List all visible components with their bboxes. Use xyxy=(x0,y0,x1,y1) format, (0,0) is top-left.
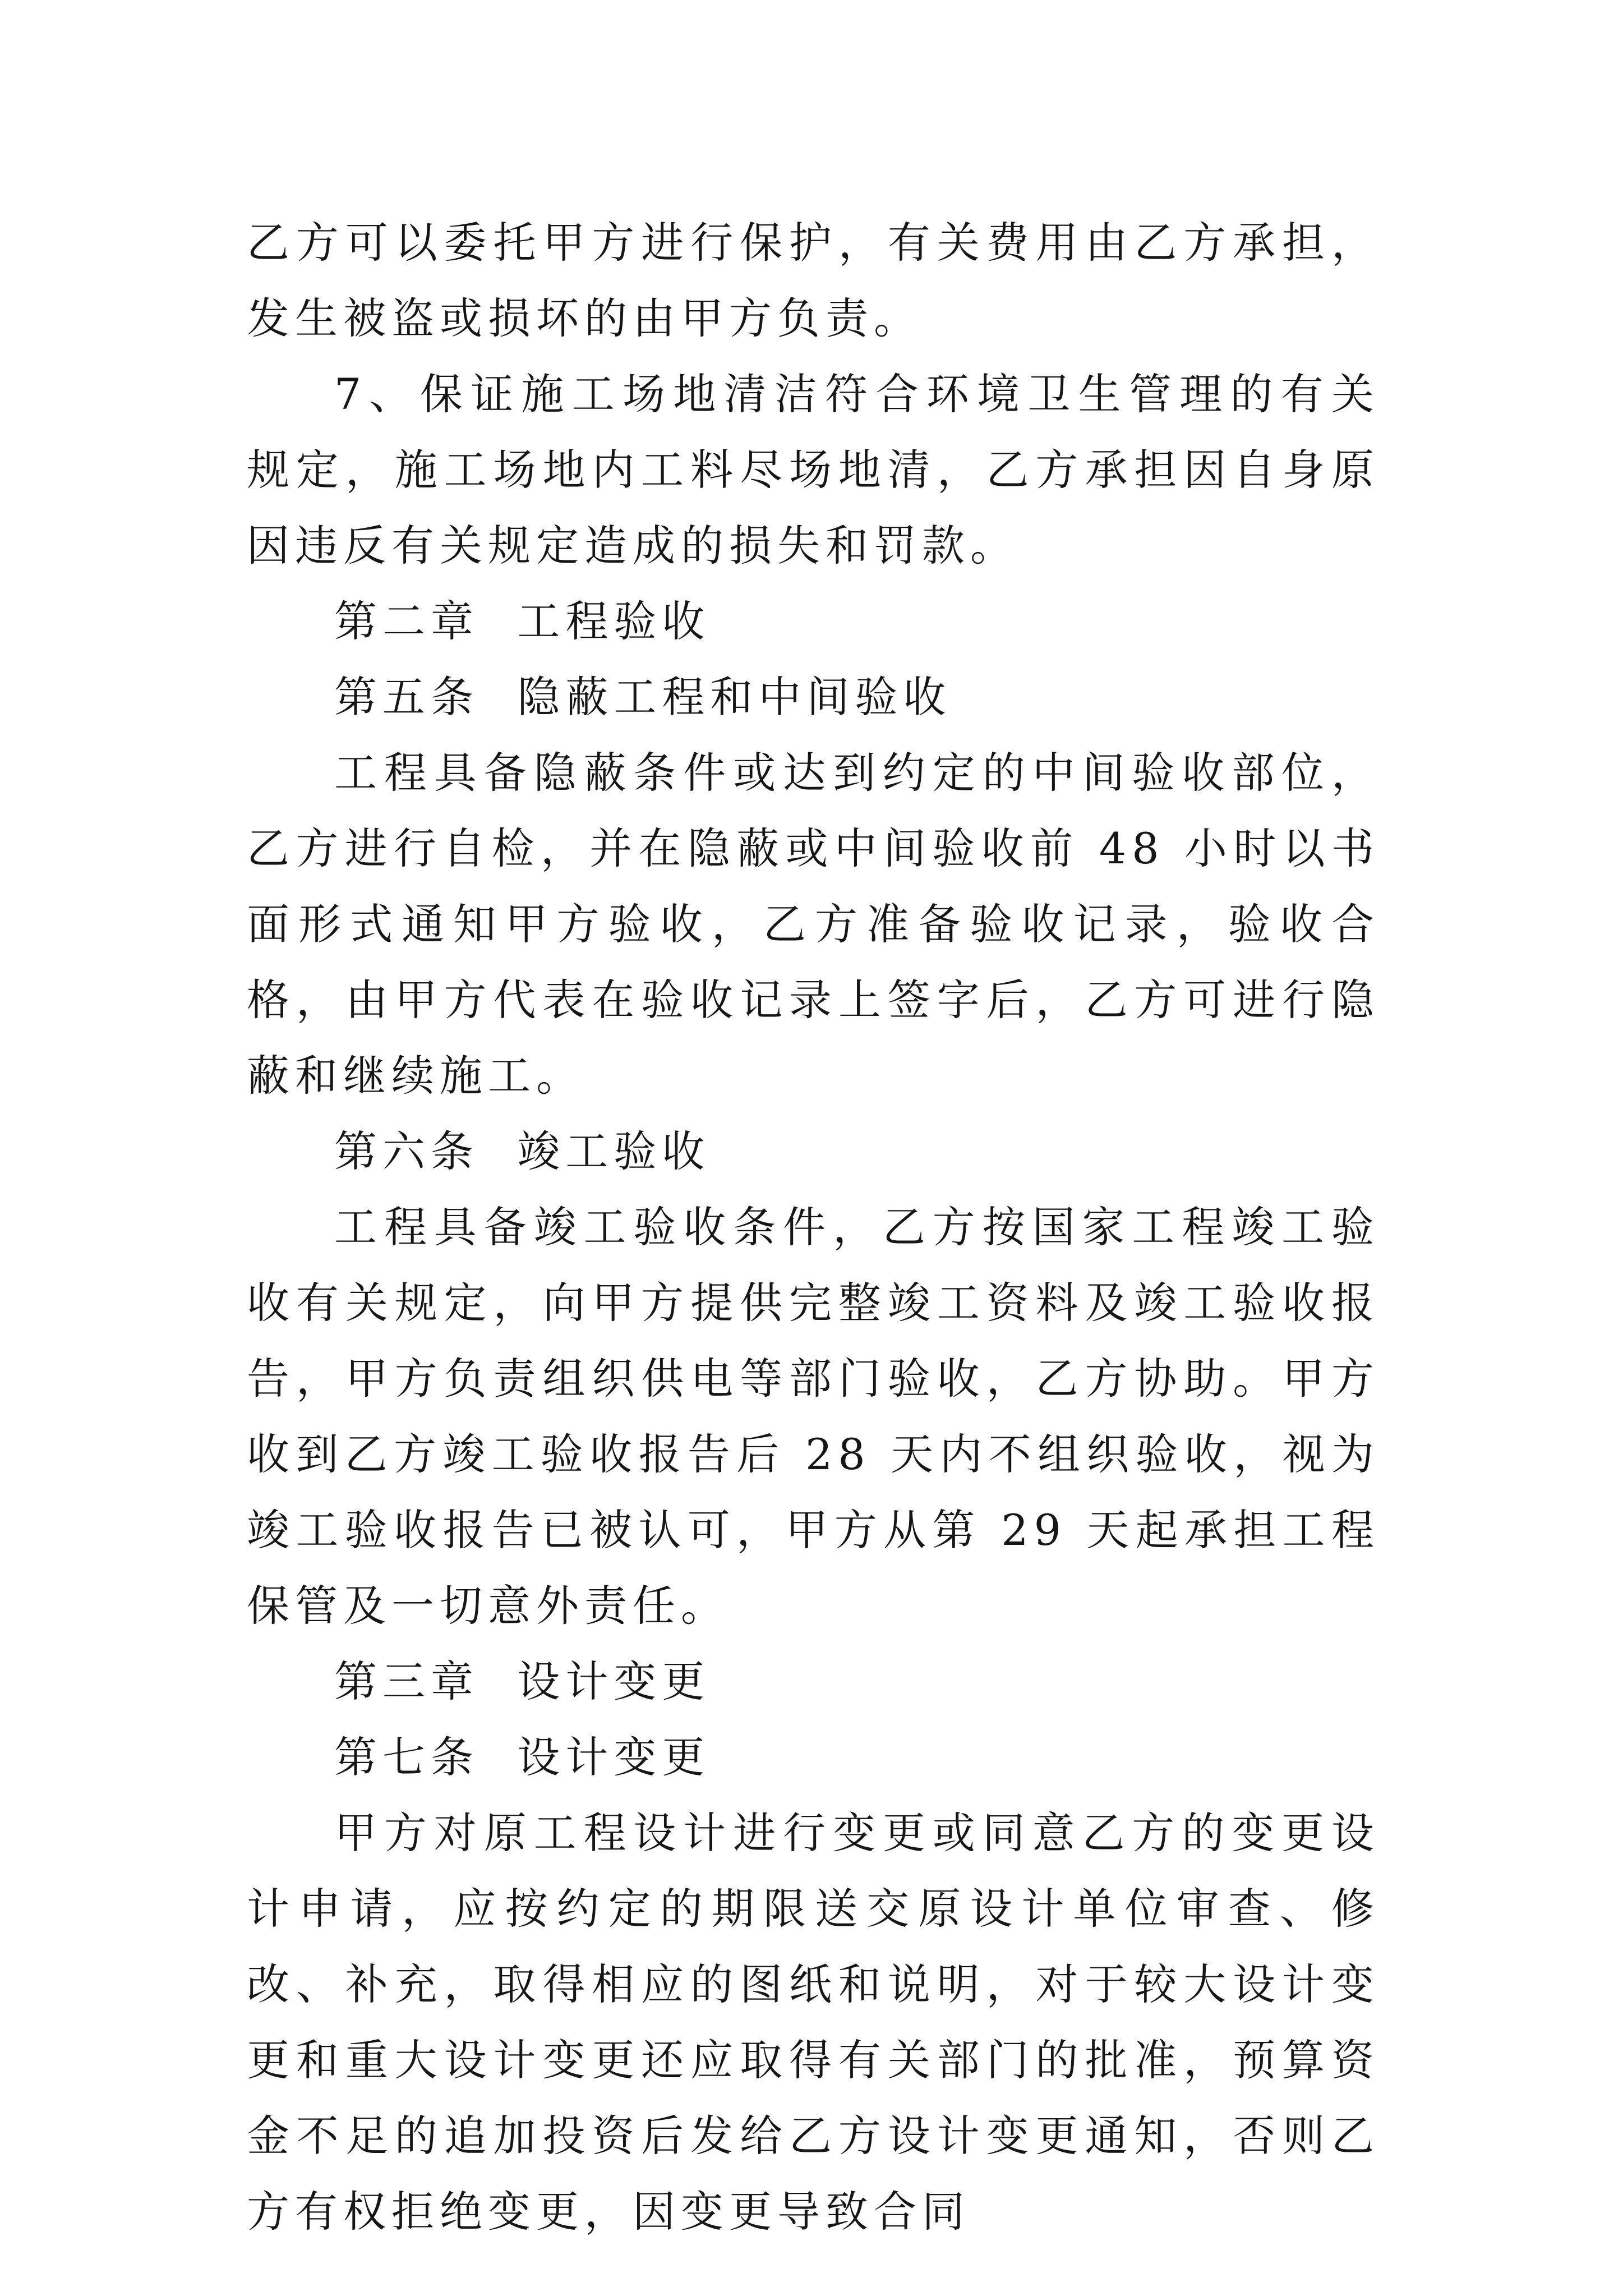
chapter-heading-3: 第三章 设计变更 xyxy=(334,1657,711,1706)
document-body xyxy=(247,205,1380,2249)
paragraph-article-5: 工程具备隐蔽条件或达到约定的中间验收部位，乙方进行自检，并在隐蔽或中间验收前 48 小时以书面形式通知甲方验收，乙方准备验收记录，验收合格，由甲方代表在验收记录上签字后，乙方可进行隐蔽和继续施工。 xyxy=(247,748,1380,1101)
chapter-heading-2: 第二章 工程验收 xyxy=(334,596,711,646)
paragraph-article-6: 工程具备竣工验收条件，乙方按国家工程竣工验收有关规定，向甲方提供完整竣工资料及竣工验收报告，甲方负责组织供电等部门验收，乙方协助。甲方收到乙方竣工验收报告后 28 天内不组织验收，视为竣工验收报告已被认可，甲方从第 29 天起承担工程保管及一切意外责任。 xyxy=(247,1202,1380,1631)
article-heading-6: 第六条 竣工验收 xyxy=(334,1126,711,1176)
paragraph-clause-7: 7、保证施工场地清洁符合环境卫生管理的有关规定，施工场地内工料尽场地清，乙方承担因自身原因违反有关规定造成的损失和罚款。 xyxy=(247,369,1380,570)
paragraph-article-7: 甲方对原工程设计进行变更或同意乙方的变更设计申请，应按约定的期限送交原设计单位审查、修改、补充，取得相应的图纸和说明，对于较大设计变更和重大设计变更还应取得有关部门的批准，预算资金不足的追加投资后发给乙方设计变更通知，否则乙方有权拒绝变更，因变更导致合同 xyxy=(247,1808,1380,2237)
article-heading-5: 第五条 隐蔽工程和中间验收 xyxy=(334,672,952,722)
article-heading-7: 第七条 设计变更 xyxy=(334,1732,711,1782)
paragraph-continuation: 乙方可以委托甲方进行保护，有关费用由乙方承担，发生被盗或损坏的由甲方负责。 xyxy=(247,218,1380,343)
